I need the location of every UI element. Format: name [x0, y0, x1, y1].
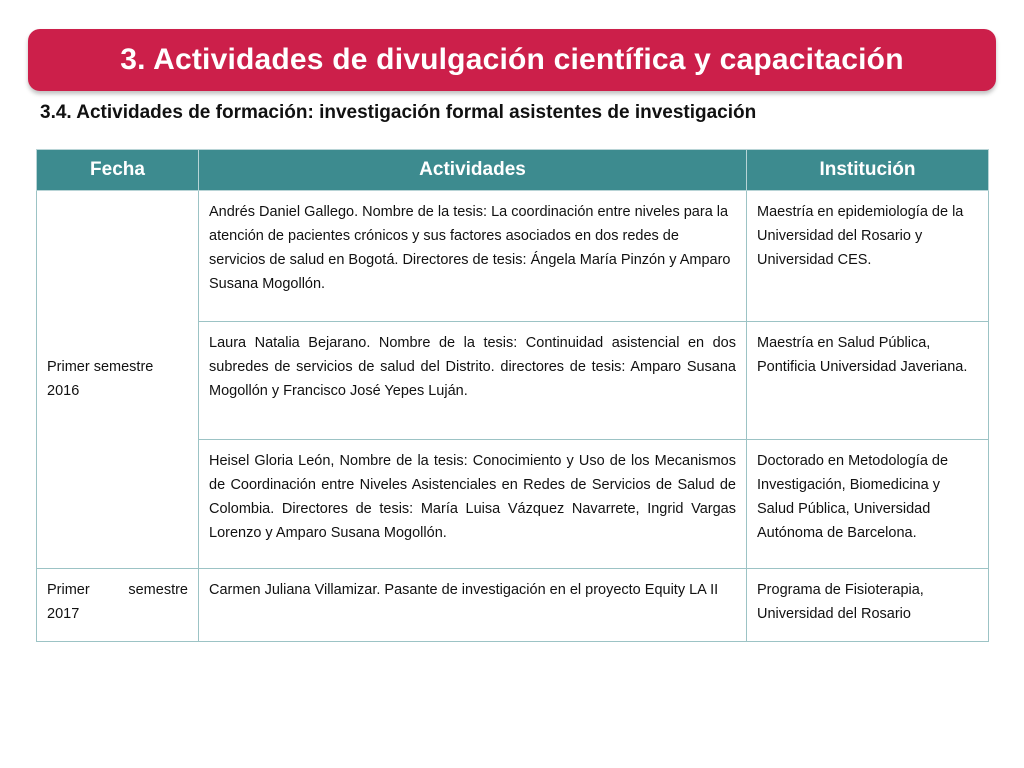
institution-cell: Maestría en Salud Pública, Pontificia Universidad Javeriana. [747, 322, 989, 440]
activity-cell: Andrés Daniel Gallego. Nombre de la tesis: La coordinación entre niveles para la atención de pacientes crónicos y sus factores asociados en dos redes de servicios de salud en Bogotá. Directores de tesis: Ángela María Pinzón y Amparo Susana Mogollón. [199, 191, 747, 322]
institution-cell: Maestría en epidemiología de la Universidad del Rosario y Universidad CES. [747, 191, 989, 322]
section-subtitle: 3.4. Actividades de formación: investigación formal asistentes de investigación [40, 102, 757, 123]
page-title: 3. Actividades de divulgación científica y capacitación [120, 43, 904, 76]
column-header-actividades: Actividades [199, 150, 747, 191]
table-header-row [37, 150, 989, 191]
column-header-institucion: Institución [747, 150, 989, 191]
title-banner [28, 29, 996, 91]
activity-cell: Heisel Gloria León, Nombre de la tesis: Conocimiento y Uso de los Mecanismos de Coordinación entre Niveles Asistenciales en Redes de Servicios de Salud de Colombia. Directores de tesis: María Luisa Vázquez Navarrete, Ingrid Vargas Lorenzo y Amparo Susana Mogollón. [199, 440, 747, 569]
column-header-fecha: Fecha [37, 150, 199, 191]
activity-cell: Carmen Juliana Villamizar. Pasante de investigación en el proyecto Equity LA II [199, 569, 747, 642]
table-row [37, 191, 989, 322]
date-cell: Primer semestre 2017 [37, 569, 199, 642]
activities-table [36, 149, 989, 642]
table-row [37, 569, 989, 642]
institution-cell: Doctorado en Metodología de Investigación, Biomedicina y Salud Pública, Universidad Autónoma de Barcelona. [747, 440, 989, 569]
institution-cell: Programa de Fisioterapia, Universidad del Rosario [747, 569, 989, 642]
date-cell: Primer semestre 2016 [37, 191, 199, 569]
activity-cell: Laura Natalia Bejarano. Nombre de la tesis: Continuidad asistencial en dos subredes de servicios de salud del Distrito. directores de tesis: Amparo Susana Mogollón y Francisco José Yepes Luján. [199, 322, 747, 440]
